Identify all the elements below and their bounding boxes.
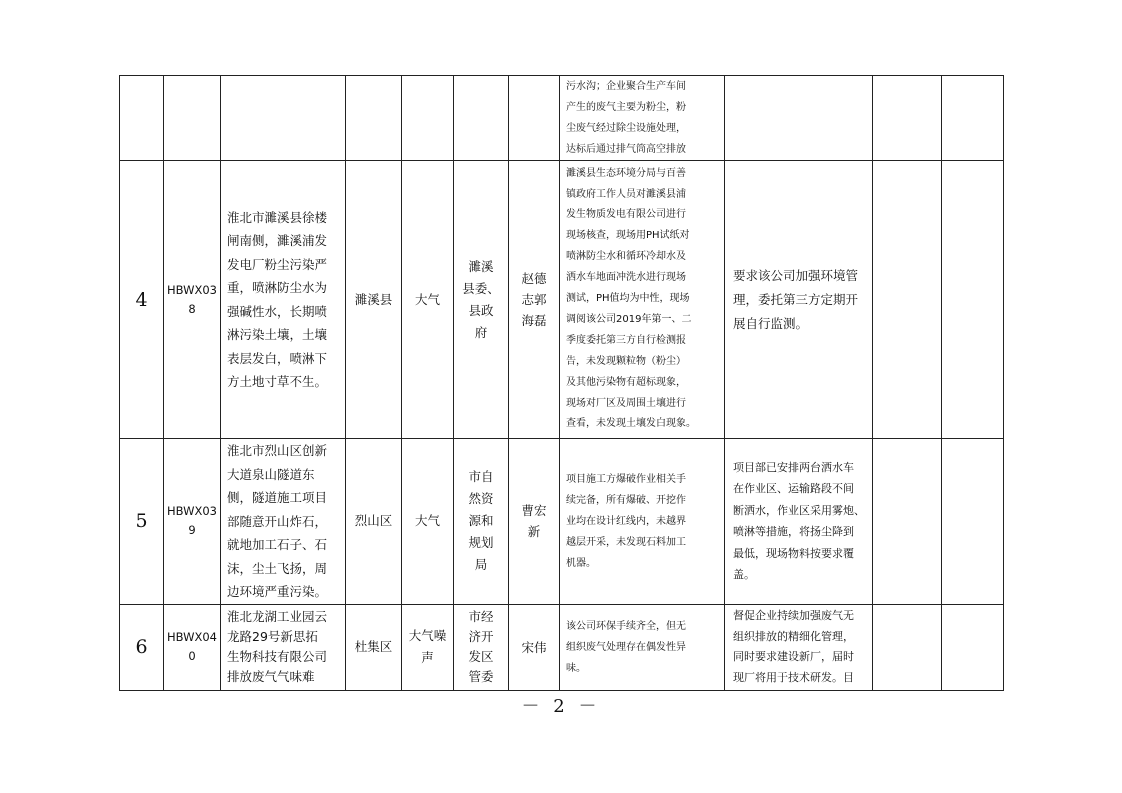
row-number (120, 76, 164, 161)
extra-column-1 (873, 76, 942, 161)
row-number: 6 (120, 604, 164, 690)
case-code: HBWX03 9 (164, 439, 221, 605)
rectification-measures (725, 76, 873, 161)
responsible-person: 曹宏 新 (509, 439, 560, 605)
responsible-dept: 市经 济开 发区 管委 (454, 604, 509, 690)
investigation-result: 项目施工方爆破作业相关手 续完备，所有爆破、开挖作 业均在设计红线内，未越界 越层开采，未发现石料加工 机器。 (560, 439, 725, 605)
case-code (164, 76, 221, 161)
complaint-content: 淮北市濉溪县徐楼 闸南侧，濉溪浦发 发电厂粉尘污染严 重，喷淋防尘水为 强碱性水，长期喷 淋污染土壤，土壤 表层发白，喷淋下 方土地寸草不生。 (221, 161, 346, 439)
district: 濉溪县 (346, 161, 402, 439)
table-row (120, 76, 1004, 161)
extra-column-2 (942, 604, 1004, 690)
responsible-dept: 市自 然资 源和 规划 局 (454, 439, 509, 605)
responsible-person: 宋伟 (509, 604, 560, 690)
district (346, 76, 402, 161)
responsible-person: 赵德 志郭 海磊 (509, 161, 560, 439)
extra-column-1 (873, 604, 942, 690)
page-number: － 2 － (521, 696, 601, 717)
pollution-type: 大气噪 声 (402, 604, 454, 690)
rectification-measures: 督促企业持续加强废气无 组织排放的精细化管理， 同时要求建设新厂，届时 现厂将用于技术研发。目 (725, 604, 873, 690)
extra-column-1 (873, 161, 942, 439)
district: 烈山区 (346, 439, 402, 605)
pollution-type: 大气 (402, 161, 454, 439)
district: 杜集区 (346, 604, 402, 690)
complaint-content: 淮北龙湖工业园云 龙路29号新思拓 生物科技有限公司 排放废气气味难 (221, 604, 346, 690)
complaint-content: 淮北市烈山区创新 大道泉山隧道东 侧，隧道施工项目 部随意开山炸石， 就地加工石子、石 沫，尘土飞扬，周 边环境严重污染。 (221, 439, 346, 605)
investigation-result: 污水沟；企业聚合生产车间 产生的废气主要为粉尘，粉 尘废气经过除尘设施处理， 达标后通过排气筒高空排放 (560, 76, 725, 161)
complaint-table (119, 75, 1004, 691)
investigation-result: 该公司环保手续齐全，但无 组织废气处理存在偶发性异 味。 (560, 604, 725, 690)
extra-column-1 (873, 439, 942, 605)
extra-column-2 (942, 439, 1004, 605)
complaint-content (221, 76, 346, 161)
responsible-person (509, 76, 560, 161)
extra-column-2 (942, 76, 1004, 161)
investigation-result: 濉溪县生态环境分局与百善 镇政府工作人员对濉溪县浦 发生物质发电有限公司进行 现场核查，现场用PH试纸对 喷淋防尘水和循环冷却水及 洒水车地面冲洗水进行现场 测试，PH值均为中性，现场 调阅该公司2019年第一、二 季度委托第三方自行检测报 告，未发现颗粒物（粉尘） 及其他污染物有超标现象， 现场对厂区及周围土壤进行 查看，未发现土壤发白现象。 (560, 161, 725, 439)
table-row (120, 161, 1004, 439)
extra-column-2 (942, 161, 1004, 439)
case-code: HBWX03 8 (164, 161, 221, 439)
pollution-type (402, 76, 454, 161)
responsible-dept: 濉溪 县委、 县政 府 (454, 161, 509, 439)
table-row (120, 439, 1004, 605)
rectification-measures: 项目部已安排两台洒水车 在作业区、运输路段不间 断洒水，作业区采用雾炮、 喷淋等措施，将扬尘降到 最低，现场物料按要求覆 盖。 (725, 439, 873, 605)
pollution-type: 大气 (402, 439, 454, 605)
row-number: 5 (120, 439, 164, 605)
responsible-dept (454, 76, 509, 161)
case-code: HBWX04 0 (164, 604, 221, 690)
table-row (120, 604, 1004, 690)
rectification-measures: 要求该公司加强环境管 理，委托第三方定期开 展自行监测。 (725, 161, 873, 439)
row-number: 4 (120, 161, 164, 439)
